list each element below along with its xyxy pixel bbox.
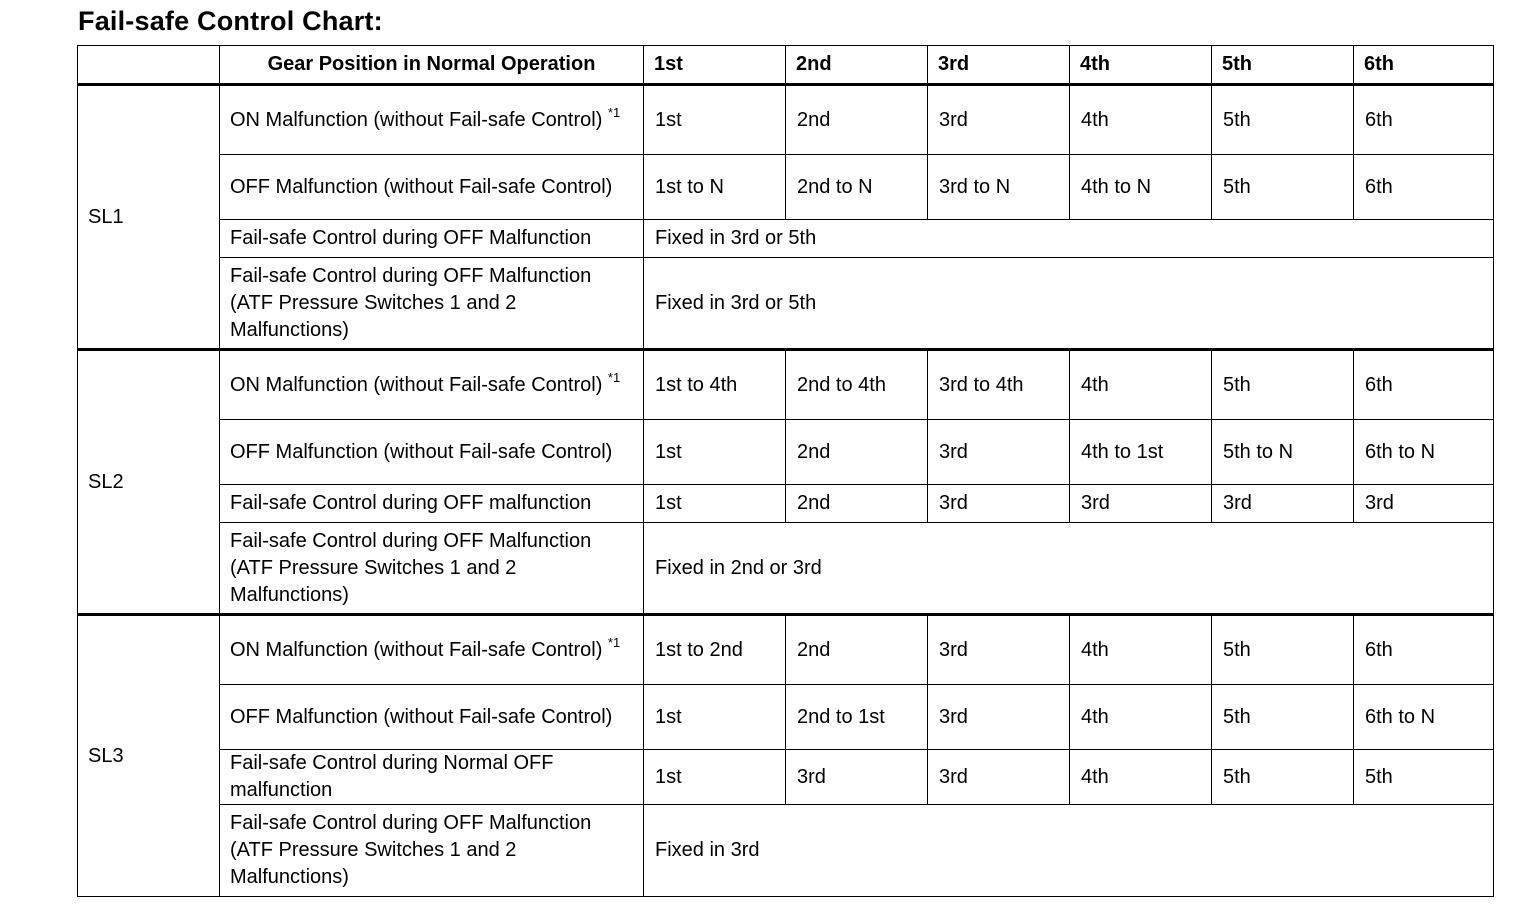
gear-value-cell: 3rd (928, 685, 1070, 750)
table-row (78, 85, 1494, 155)
condition-label-text: ON Malfunction (without Fail-safe Control) (230, 638, 603, 661)
gear-value-cell: 3rd to 4th (928, 350, 1070, 420)
gear-value-cell: 6th (1354, 155, 1494, 220)
gear-value-cell: 3rd to N (928, 155, 1070, 220)
gear-value-cell: 2nd (786, 485, 928, 523)
gear-value-cell: 4th to N (1070, 155, 1212, 220)
gear-value-cell: 1st (644, 485, 786, 523)
condition-label-text: Fail-safe Control during Normal OFF malfunction (230, 752, 554, 801)
table-row (78, 258, 1494, 350)
condition-label (220, 155, 644, 220)
solenoid-label: SL3 (78, 615, 220, 897)
gear-value-cell: 4th to 1st (1070, 420, 1212, 485)
gear-value-cell: 5th (1354, 750, 1494, 805)
condition-label-text: Fail-safe Control during OFF Malfunction (230, 227, 592, 249)
table-row (78, 615, 1494, 685)
condition-label (220, 350, 644, 420)
condition-label (220, 485, 644, 523)
gear-value-cell: 3rd (786, 750, 928, 805)
gear-value-cell: 1st to 2nd (644, 615, 786, 685)
gear-value-cell: 1st to N (644, 155, 786, 220)
gear-value-cell: 3rd (928, 485, 1070, 523)
gear-value-cell: 4th (1070, 685, 1212, 750)
gear-value-cell: 5th (1212, 85, 1354, 155)
header-gear-6: 6th (1354, 46, 1494, 85)
condition-label (220, 420, 644, 485)
header-gear-2: 2nd (786, 46, 928, 85)
merged-value-cell: Fixed in 3rd (644, 805, 1494, 897)
table-row (78, 750, 1494, 805)
gear-value-cell: 6th (1354, 350, 1494, 420)
gear-value-cell: 2nd (786, 615, 928, 685)
gear-value-cell: 6th (1354, 615, 1494, 685)
table-row (78, 350, 1494, 420)
gear-value-cell: 3rd (928, 750, 1070, 805)
gear-value-cell: 1st to 4th (644, 350, 786, 420)
gear-value-cell: 6th to N (1354, 685, 1494, 750)
gear-value-cell: 5th (1212, 350, 1354, 420)
gear-value-cell: 3rd (928, 85, 1070, 155)
table-row (78, 523, 1494, 615)
gear-value-cell: 2nd to N (786, 155, 928, 220)
condition-label (220, 523, 644, 615)
solenoid-label: SL1 (78, 85, 220, 350)
gear-value-cell: 1st (644, 685, 786, 750)
table-row (78, 485, 1494, 523)
merged-value-cell: Fixed in 3rd or 5th (644, 258, 1494, 350)
condition-label (220, 258, 644, 350)
header-gear-1: 1st (644, 46, 786, 85)
gear-value-cell: 1st (644, 420, 786, 485)
header-gear-4: 4th (1070, 46, 1212, 85)
footnote-mark: *1 (607, 369, 621, 385)
condition-label (220, 750, 644, 805)
gear-value-cell: 3rd (1212, 485, 1354, 523)
gear-value-cell: 5th (1212, 750, 1354, 805)
table-row (78, 685, 1494, 750)
gear-value-cell: 5th (1212, 685, 1354, 750)
footnote-mark: *1 (607, 634, 621, 650)
solenoid-label: SL2 (78, 350, 220, 615)
header-gear-position: Gear Position in Normal Operation (220, 46, 644, 85)
gear-value-cell: 3rd (1070, 485, 1212, 523)
condition-label-text: OFF Malfunction (without Fail-safe Control) (230, 440, 613, 463)
condition-label-text: ON Malfunction (without Fail-safe Control) (230, 108, 603, 131)
gear-value-cell: 6th (1354, 85, 1494, 155)
gear-value-cell: 3rd (928, 420, 1070, 485)
header-corner-cell (78, 46, 220, 85)
gear-value-cell: 2nd to 4th (786, 350, 928, 420)
condition-label-text: Fail-safe Control during OFF Malfunction (ATF Pressure Switches 1 and 2 Malfunctions) (230, 812, 592, 888)
condition-label (220, 220, 644, 258)
gear-value-cell: 1st (644, 85, 786, 155)
gear-value-cell: 2nd (786, 420, 928, 485)
gear-value-cell: 2nd to 1st (786, 685, 928, 750)
gear-value-cell: 5th (1212, 615, 1354, 685)
gear-value-cell: 3rd (1354, 485, 1494, 523)
condition-label-text: ON Malfunction (without Fail-safe Control) (230, 373, 603, 396)
page-title: Fail-safe Control Chart: (78, 6, 383, 36)
condition-label-text: Fail-safe Control during OFF Malfunction (ATF Pressure Switches 1 and 2 Malfunctions) (230, 529, 592, 606)
table-row (78, 220, 1494, 258)
condition-label (220, 805, 644, 897)
table-row (78, 805, 1494, 897)
fail-safe-control-table (77, 45, 1494, 897)
condition-label (220, 615, 644, 685)
gear-value-cell: 4th (1070, 750, 1212, 805)
condition-label-text: OFF Malfunction (without Fail-safe Control) (230, 175, 613, 198)
condition-label-text: Fail-safe Control during OFF Malfunction (ATF Pressure Switches 1 and 2 Malfunctions) (230, 264, 592, 341)
condition-label-text: OFF Malfunction (without Fail-safe Control) (230, 705, 613, 728)
table-row (78, 420, 1494, 485)
merged-value-cell: Fixed in 2nd or 3rd (644, 523, 1494, 615)
footnote-mark: *1 (607, 104, 621, 120)
gear-value-cell: 6th to N (1354, 420, 1494, 485)
gear-value-cell: 4th (1070, 350, 1212, 420)
gear-value-cell: 4th (1070, 85, 1212, 155)
gear-value-cell: 4th (1070, 615, 1212, 685)
gear-value-cell: 5th (1212, 155, 1354, 220)
header-gear-5: 5th (1212, 46, 1354, 85)
gear-value-cell: 1st (644, 750, 786, 805)
gear-value-cell: 5th to N (1212, 420, 1354, 485)
gear-value-cell: 3rd (928, 615, 1070, 685)
table-row (78, 155, 1494, 220)
condition-label-text: Fail-safe Control during OFF malfunction (230, 492, 592, 514)
condition-label (220, 685, 644, 750)
gear-value-cell: 2nd (786, 85, 928, 155)
merged-value-cell: Fixed in 3rd or 5th (644, 220, 1494, 258)
header-gear-3: 3rd (928, 46, 1070, 85)
condition-label (220, 85, 644, 155)
table-header-row (78, 46, 1494, 85)
